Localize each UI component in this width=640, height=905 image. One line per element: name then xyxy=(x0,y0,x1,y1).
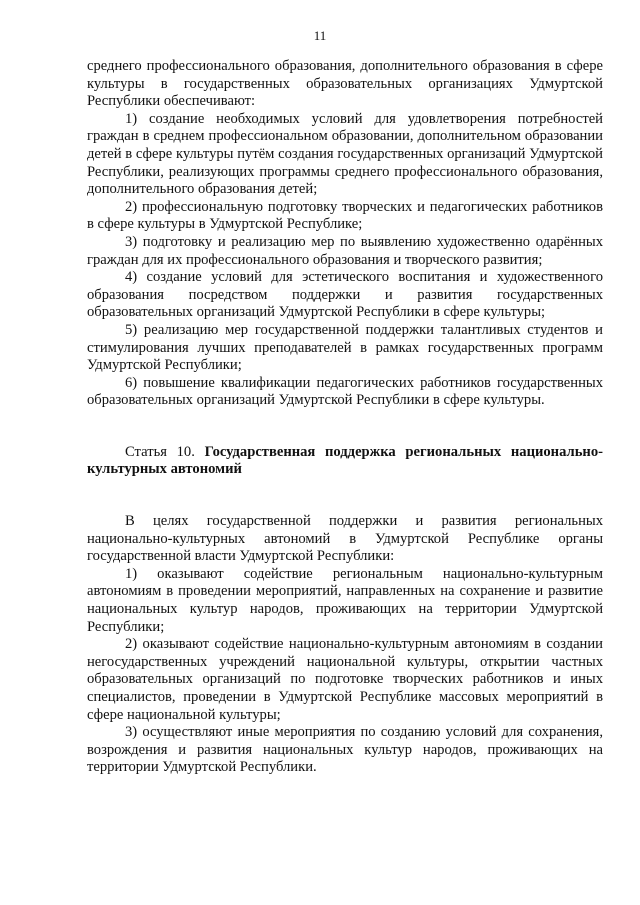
list-item: 1) создание необходимых условий для удовлетворения потребностей граждан в среднем профессиональном образовании, дополнительном образовании детей в сфере культуры путём создания государственных организаций Удмуртской Республики, реализующих программы среднего профессионального образования, дополнительного образования детей; xyxy=(87,110,603,198)
list-item: 3) осуществляют иные мероприятия по созданию условий для сохранения, возрождения и развития национальных культур народов, проживающих на территории Удмуртской Республики. xyxy=(87,724,603,776)
article-heading xyxy=(87,444,603,479)
page-content xyxy=(87,58,603,777)
list-item: 5) реализацию мер государственной поддержки талантливых студентов и стимулирования лучших преподавателей в рамках государственных программ Удмуртской Республики; xyxy=(87,321,603,374)
list-item: 1) оказывают содействие региональным национально-культурным автономиям в проведении мероприятий, направленных на сохранение и развитие национальных культур народов, проживающих на территории Удмуртской Республики; xyxy=(87,565,603,635)
article-title: Государственная поддержка региональных национально-культурных автономий xyxy=(87,443,603,478)
list-item: 4) создание условий для эстетического воспитания и художественного образования посредством поддержки и развития государственных образовательных организаций Удмуртской Республики в сфере культуры; xyxy=(87,269,603,321)
spacer xyxy=(87,496,603,513)
article-prefix: Статья 10. xyxy=(125,443,205,460)
spacer xyxy=(87,410,603,427)
article-intro-paragraph: В целях государственной поддержки и развития региональных национально-культурных автономий в Удмуртской Республике органы государственной власти Удмуртской Республики: xyxy=(87,513,603,565)
list-item: 2) профессиональную подготовку творческих и педагогических работников в сфере культуры в Удмуртской Республике; xyxy=(87,198,603,233)
list-item: 3) подготовку и реализацию мер по выявлению художественно одарённых граждан для их профессионального образования и творческого развития; xyxy=(87,233,603,268)
intro-paragraph: среднего профессионального образования, дополнительного образования в сфере культуры в государственных образовательных организациях Удмуртской Республики обеспечивают: xyxy=(87,58,603,110)
page-number: 11 xyxy=(313,28,327,43)
list-item: 2) оказывают содействие национально-культурным автономиям в создании негосударственных учреждений национальной культуры, открытии частных образовательных организаций по подготовке творческих работников и иных специалистов, проведении в Удмуртской Республике массовых мероприятий в сфере национальной культуры; xyxy=(87,636,603,723)
list-item: 6) повышение квалификации педагогических работников государственных образовательных организаций Удмуртской Республики в сфере культуры. xyxy=(87,374,603,409)
